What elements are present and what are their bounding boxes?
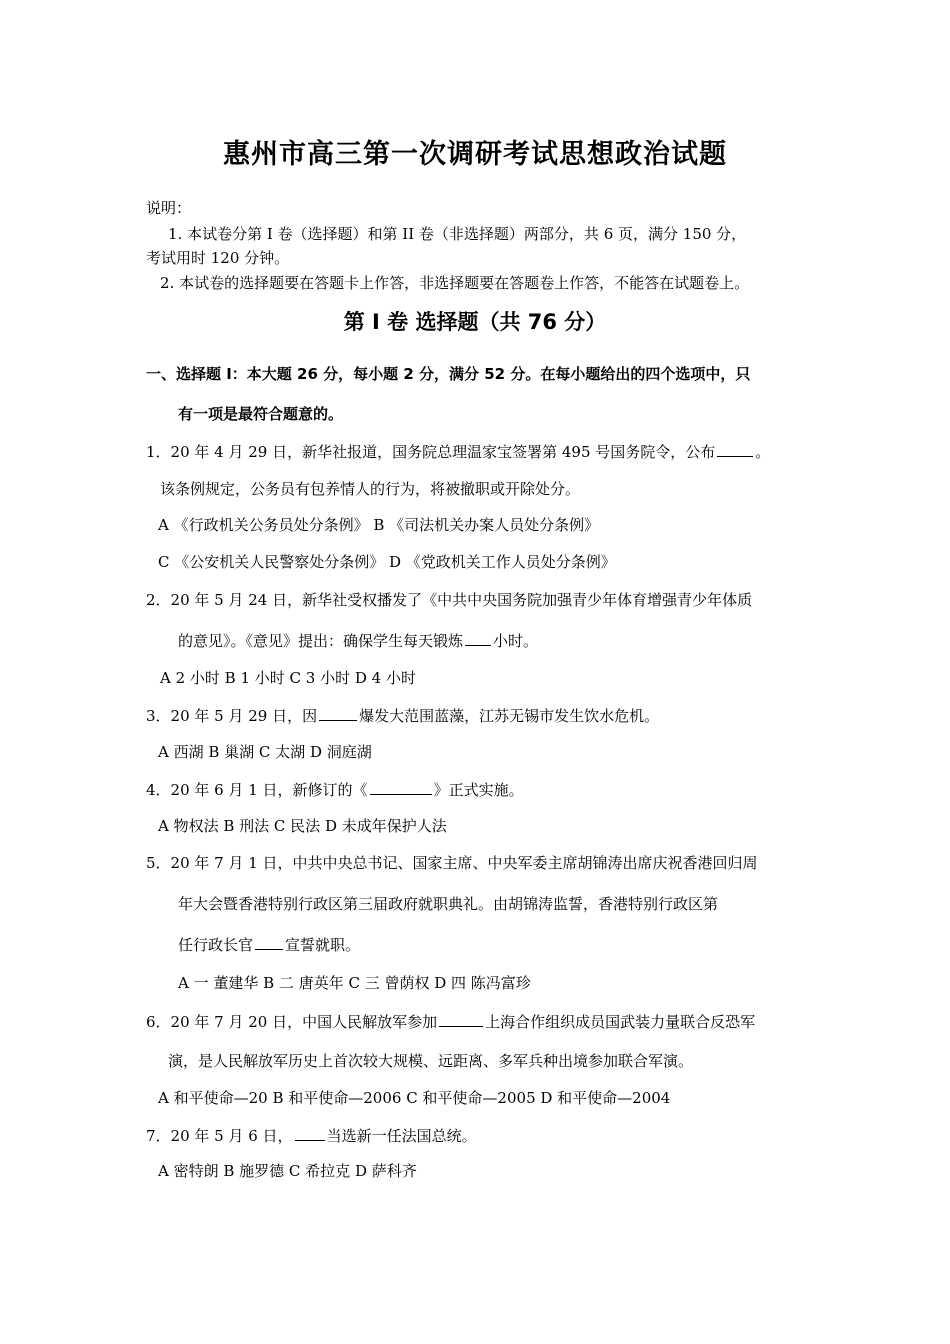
question-5-stem-end: 宣誓就职。 [285, 936, 361, 954]
question-7-options: A 密特朗 B 施罗德 C 希拉克 D 萨科齐 [158, 1162, 417, 1180]
question-7-stem-text: 7．20 年 5 月 6 日， [146, 1127, 293, 1145]
section-title: 第 I 卷 选择题（共 76 分） [343, 310, 607, 334]
section-instruction-line-2: 有一项是最符合题意的。 [178, 405, 344, 423]
question-2-stem-line-1: 2．20 年 5 月 24 日，新华社受权播发了《中共中央国务院加强青少年体育增强青少年体质 [146, 591, 753, 609]
question-3-options: A 西湖 B 巢湖 C 太湖 D 洞庭湖 [158, 743, 372, 761]
page-title: 惠州市高三第一次调研考试思想政治试题 [223, 139, 727, 170]
notes-item-1-line-2: 考试用时 120 分钟。 [146, 249, 290, 267]
question-7-stem-end: 当选新一任法国总统。 [326, 1127, 477, 1145]
question-3-stem [146, 705, 659, 726]
question-4-options: A 物权法 B 刑法 C 民法 D 未成年保护人法 [158, 817, 447, 835]
answer-blank [255, 934, 283, 950]
answer-blank [465, 630, 491, 646]
answer-blank [319, 705, 357, 721]
answer-blank [717, 441, 753, 457]
answer-blank [295, 1125, 325, 1141]
question-5-stem-line-2: 年大会暨香港特别行政区第三届政府就职典礼。由胡锦涛监誓，香港特别行政区第 [178, 895, 719, 913]
question-1-stem [146, 441, 770, 462]
question-6-stem-end: 上海合作组织成员国武装力量联合反恐军 [485, 1013, 756, 1031]
question-2-stem-line-2 [178, 630, 538, 651]
question-6-stem-line-2: 演，是人民解放军历史上首次较大规模、远距离、多军兵种出境参加联合军演。 [168, 1052, 694, 1070]
answer-blank [370, 779, 432, 795]
question-1-stem-end: 。 [755, 443, 771, 461]
answer-blank [439, 1011, 483, 1027]
question-6-stem-text: 6．20 年 7 月 20 日，中国人民解放军参加 [146, 1013, 438, 1031]
question-3-stem-end: 爆发大范围蓝藻，江苏无锡市发生饮水危机。 [359, 707, 660, 725]
question-4-stem [146, 779, 524, 800]
question-1-options-line-2: C 《公安机关人民警察处分条例》 D 《党政机关工作人员处分条例》 [158, 553, 616, 571]
question-6-stem [146, 1011, 755, 1032]
question-6-options: A 和平使命—20 B 和平使命—2006 C 和平使命—2005 D 和平使命—2004 [158, 1089, 671, 1107]
section-instruction-line-1: 一、选择题 I：本大题 26 分，每小题 2 分，满分 52 分。在每小题给出的四个选项中，只 [146, 365, 751, 383]
question-4-stem-end: 》正式实施。 [433, 781, 524, 799]
question-5-stem-text: 任行政长官 [178, 936, 254, 954]
question-1-stem-line-2: 该条例规定，公务员有包养情人的行为，将被撤职或开除处分。 [160, 480, 581, 498]
question-3-stem-text: 3．20 年 5 月 29 日，因 [146, 707, 318, 725]
question-2-stem-end: 小时。 [493, 632, 539, 650]
question-5-stem-line-1: 5．20 年 7 月 1 日，中共中央总书记、国家主席、中央军委主席胡锦涛出席庆祝香港回归周 [146, 854, 758, 872]
question-4-stem-text: 4．20 年 6 月 1 日，新修订的《 [146, 781, 368, 799]
question-2-options: A 2 小时 B 1 小时 C 3 小时 D 4 小时 [160, 669, 416, 687]
notes-item-1-line-1: 1. 本试卷分第 I 卷（选择题）和第 II 卷（非选择题）两部分，共 6 页，满分 150 分， [168, 225, 747, 243]
question-7-stem [146, 1125, 477, 1146]
question-1-stem-text: 1．20 年 4 月 29 日，新华社报道，国务院总理温家宝签署第 495 号国务院令，公布 [146, 443, 716, 461]
question-5-options: A 一 董建华 B 二 唐英年 C 三 曾荫权 D 四 陈冯富珍 [178, 974, 531, 992]
question-1-options-line-1: A 《行政机关公务员处分条例》 B 《司法机关办案人员处分条例》 [158, 516, 600, 534]
question-2-stem-text: 的意见》。《意见》提出：确保学生每天锻炼 [178, 632, 464, 650]
notes-label: 说明： [146, 199, 192, 217]
notes-item-2: 2. 本试卷的选择题要在答题卡上作答，非选择题要在答题卷上作答，不能答在试题卷上。 [160, 274, 750, 292]
question-5-stem-line-3 [178, 934, 360, 955]
